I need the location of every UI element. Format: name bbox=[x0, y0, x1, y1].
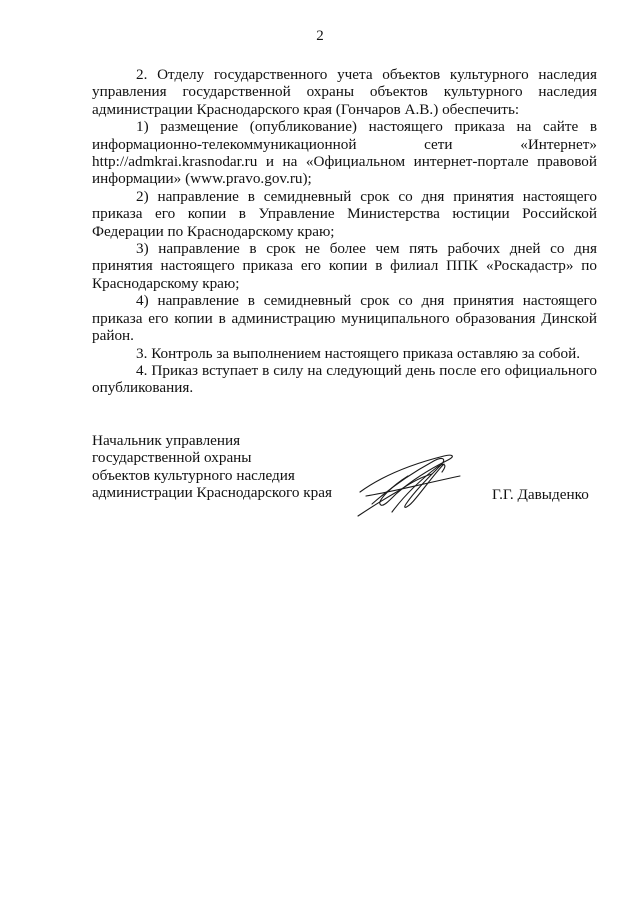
document-body bbox=[92, 66, 597, 397]
position-line: администрации Краснодарского края bbox=[92, 484, 332, 502]
signer-name: Г.Г. Давыденко bbox=[492, 486, 589, 503]
signatory-position bbox=[92, 432, 332, 502]
paragraph-subitem-2: 2) направление в семидневный срок со дня принятия настоящего приказа его копии в Управление Министерства юстиции Российской Федерации по Краснодарскому краю; bbox=[92, 187, 597, 240]
paragraph-subitem-3: 3) направление в срок не более чем пять рабочих дней со дня принятия настоящего приказа его копии в филиал ППК «Роскадастр» по Краснодарскому краю; bbox=[92, 240, 597, 292]
paragraph-item-2: 2. Отделу государственного учета объектов культурного наследия управления государственной охраны объектов культурного наследия администрации Краснодарского края (Гончаров А.В.) обеспечить: bbox=[92, 66, 597, 118]
paragraph-item-4: 4. Приказ вступает в силу на следующий день после его официального опубликования. bbox=[92, 361, 597, 397]
position-line: Начальник управления bbox=[92, 432, 241, 449]
handwritten-signature bbox=[352, 446, 464, 520]
paragraph-item-3: 3. Контроль за выполнением настоящего приказа оставляю за собой. bbox=[136, 344, 581, 362]
position-line: объектов культурного наследия bbox=[92, 466, 295, 484]
paragraph-subitem-4: 4) направление в семидневный срок со дня принятия настоящего приказа его копии в администрацию муниципального образования Динской район. bbox=[92, 292, 597, 345]
paragraph-subitem-1: 1) размещение (опубликование) настоящего приказа на сайте в информационно-телекоммуникационной сети «Интернет» http://admkrai.krasnodar.ru и на «Официальном интернет-портале правовой информации» (www.pravo.gov.ru); bbox=[92, 118, 597, 188]
page-number: 2 bbox=[316, 28, 324, 44]
position-line: государственной охраны bbox=[92, 449, 252, 467]
